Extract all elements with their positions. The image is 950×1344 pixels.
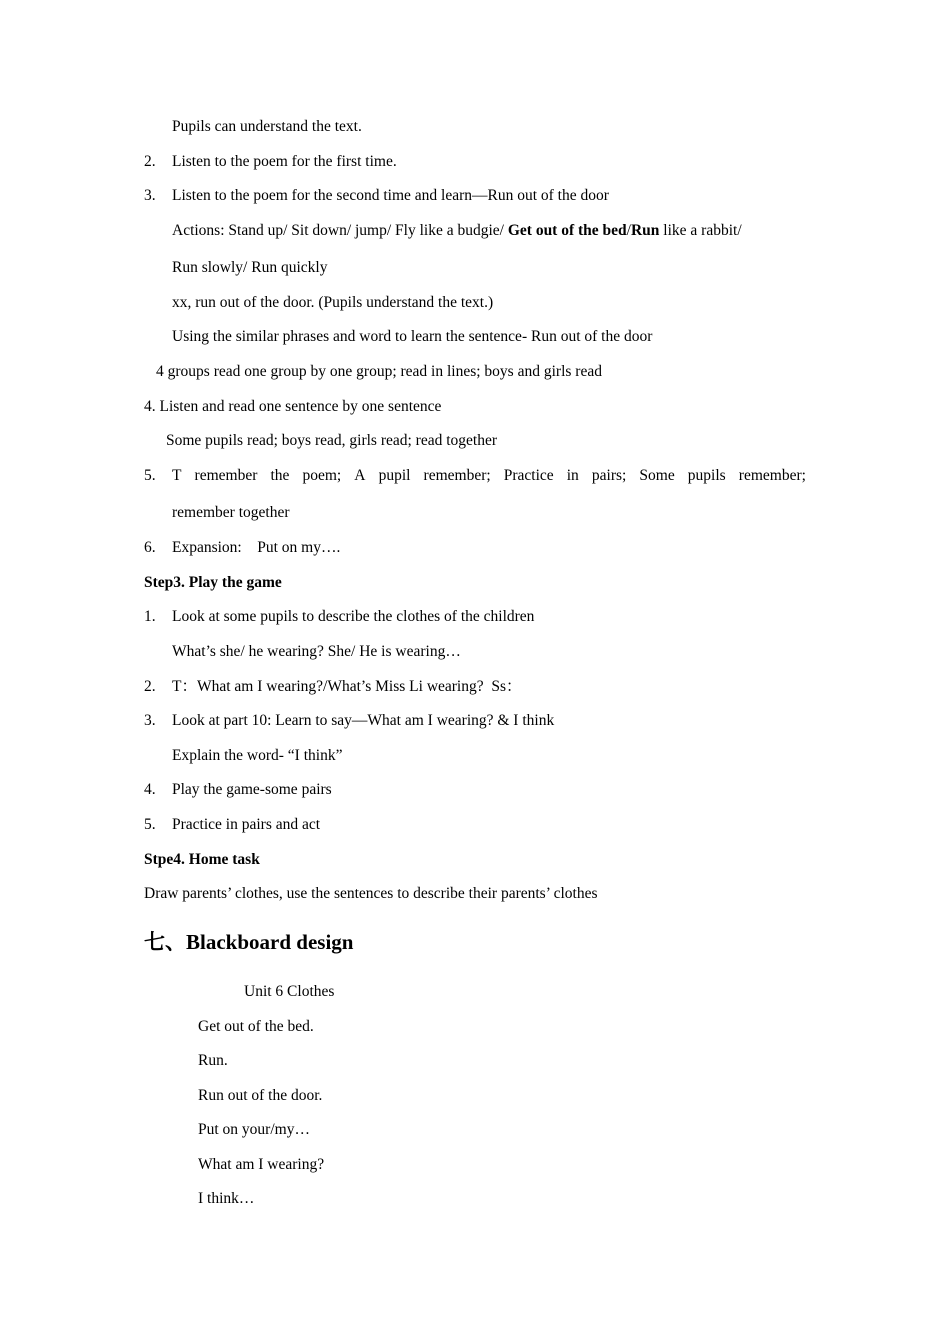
word: Some	[639, 467, 675, 484]
list-item: Listen to the poem for the first time.	[172, 153, 397, 170]
blackboard-item: What am I wearing?	[198, 1156, 325, 1173]
blackboard-item: Get out of the bed.	[198, 1018, 314, 1035]
text: like a rabbit/	[659, 222, 742, 239]
word: remember	[194, 467, 258, 484]
word: pupil	[378, 467, 411, 484]
word: pupils	[687, 467, 726, 484]
text-line: Some pupils read; boys read, girls read; read together	[166, 432, 497, 449]
list-item: Play the game-some pairs	[172, 781, 332, 798]
bold-text: Run	[630, 222, 660, 239]
blackboard-title: Unit 6 Clothes	[244, 983, 335, 1000]
text-line: Draw parents’ clothes, use the sentences to describe their parents’ clothes	[144, 885, 598, 902]
list-number: 4.	[144, 781, 156, 798]
step-heading: Step3. Play the game	[144, 574, 282, 591]
list-number: 5.	[144, 467, 156, 484]
bold-text: Get out of the bed	[507, 222, 627, 239]
list-item: T：What am I wearing?/What’s Miss Li wearing? Ss：	[172, 678, 522, 695]
blackboard-item: I think…	[198, 1190, 255, 1207]
text-line: remember together	[172, 504, 290, 521]
list-item: Look at some pupils to describe the clothes of the children	[172, 608, 535, 625]
word: remember;	[738, 467, 806, 484]
word: Practice	[503, 467, 554, 484]
text-line: 4 groups read one group by one group; read in lines; boys and girls read	[156, 363, 602, 380]
text: /	[626, 222, 631, 239]
word: remember;	[423, 467, 491, 484]
list-item: Look at part 10: Learn to say—What am I wearing? & I think	[172, 712, 555, 729]
text-line: Pupils can understand the text.	[172, 118, 362, 135]
text-line: 4. Listen and read one sentence by one sentence	[144, 398, 442, 415]
list-number: 2.	[144, 678, 156, 695]
blackboard-item: Run out of the door.	[198, 1087, 323, 1104]
word: poem;	[302, 467, 342, 484]
text-line: Using the similar phrases and word to learn the sentence- Run out of the door	[172, 328, 653, 345]
list-number: 6.	[144, 539, 156, 556]
list-item-justified	[172, 466, 806, 486]
list-number: 5.	[144, 816, 156, 833]
list-item: Practice in pairs and act	[172, 816, 321, 833]
text-line: What’s she/ he wearing? She/ He is wearing…	[172, 643, 461, 660]
word: T	[172, 467, 182, 484]
word: the	[270, 467, 290, 484]
blackboard-item: Put on your/my…	[198, 1121, 310, 1138]
text-line: Run slowly/ Run quickly	[172, 259, 328, 276]
word: pairs;	[591, 467, 627, 484]
list-number: 1.	[144, 608, 156, 625]
list-number: 2.	[144, 153, 156, 170]
text: Actions: Stand up/ Sit down/ jump/ Fly like a budgie/	[172, 222, 508, 239]
list-item: Listen to the poem for the second time and learn—Run out of the door	[172, 187, 609, 204]
actions-line	[172, 221, 742, 241]
step-heading: Stpe4. Home task	[144, 851, 260, 868]
list-item: Expansion: Put on my….	[172, 539, 341, 556]
word: in	[566, 467, 579, 484]
section-heading: 七、Blackboard design	[144, 930, 354, 954]
list-number: 3.	[144, 187, 156, 204]
blackboard-item: Run.	[198, 1052, 228, 1069]
list-number: 3.	[144, 712, 156, 729]
text-line: Explain the word- “I think”	[172, 747, 343, 764]
text-line: xx, run out of the door. (Pupils understand the text.)	[172, 294, 494, 311]
word: A	[354, 467, 366, 484]
